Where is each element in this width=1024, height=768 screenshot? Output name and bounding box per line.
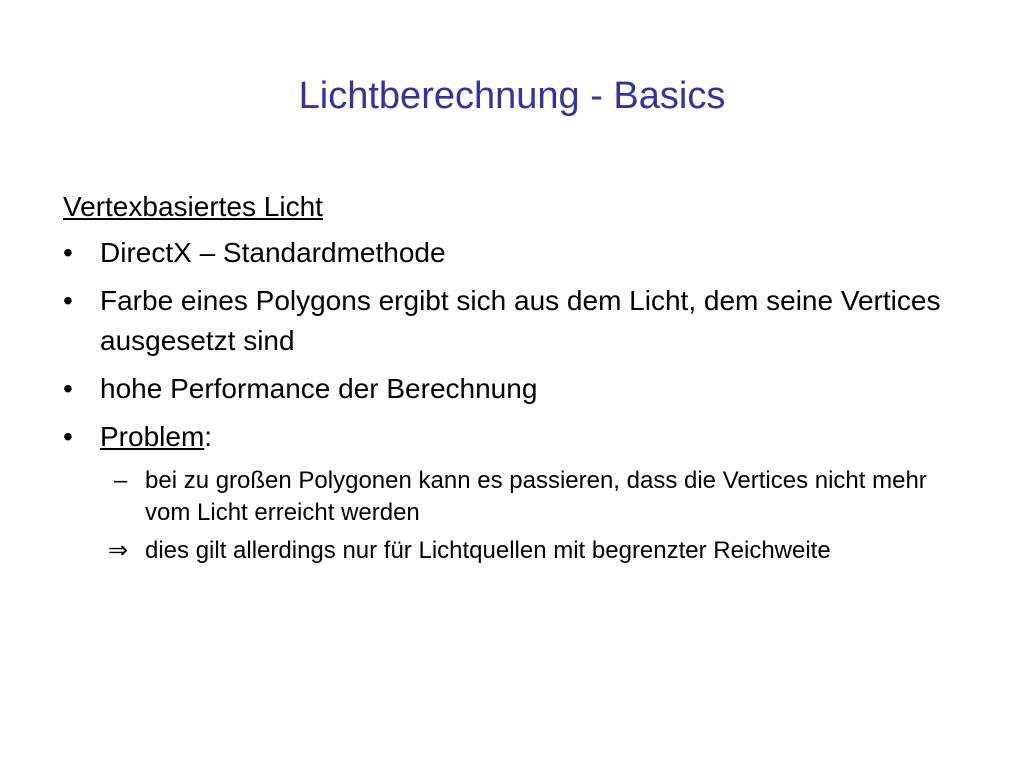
sub-item xyxy=(63,465,963,529)
implies-arrow-icon: ⇒ xyxy=(108,537,129,564)
bullet-text: hohe Performance der Berechnung xyxy=(100,373,538,404)
bullet-marker: • xyxy=(63,373,73,404)
sub-item-text: bei zu großen Polygonen kann es passieren, dass die Vertices nicht mehr vom Licht erreicht werden xyxy=(145,467,927,526)
bullet-item-problem xyxy=(63,417,963,457)
bullet-item xyxy=(63,369,963,409)
bullet-item xyxy=(63,233,963,273)
bullet-text-suffix: : xyxy=(204,421,213,452)
sub-item xyxy=(63,535,963,567)
bullet-marker: • xyxy=(63,237,73,268)
bullet-marker: • xyxy=(63,285,73,316)
sub-item-text: dies gilt allerdings nur für Lichtquellen mit begrenzter Reichweite xyxy=(145,537,831,564)
slide-content xyxy=(63,187,963,573)
bullet-text-underlined: Problem xyxy=(100,421,205,452)
bullet-marker: • xyxy=(63,421,73,452)
bullet-item xyxy=(63,281,963,361)
bullet-text: DirectX – Standardmethode xyxy=(100,237,446,268)
bullet-text: Farbe eines Polygons ergibt sich aus dem Licht, dem seine Vertices ausgesetzt sind xyxy=(100,285,941,356)
dash-marker: – xyxy=(114,467,128,494)
slide-title: Lichtberechnung - Basics xyxy=(298,75,726,117)
section-heading: Vertexbasiertes Licht xyxy=(63,191,323,222)
